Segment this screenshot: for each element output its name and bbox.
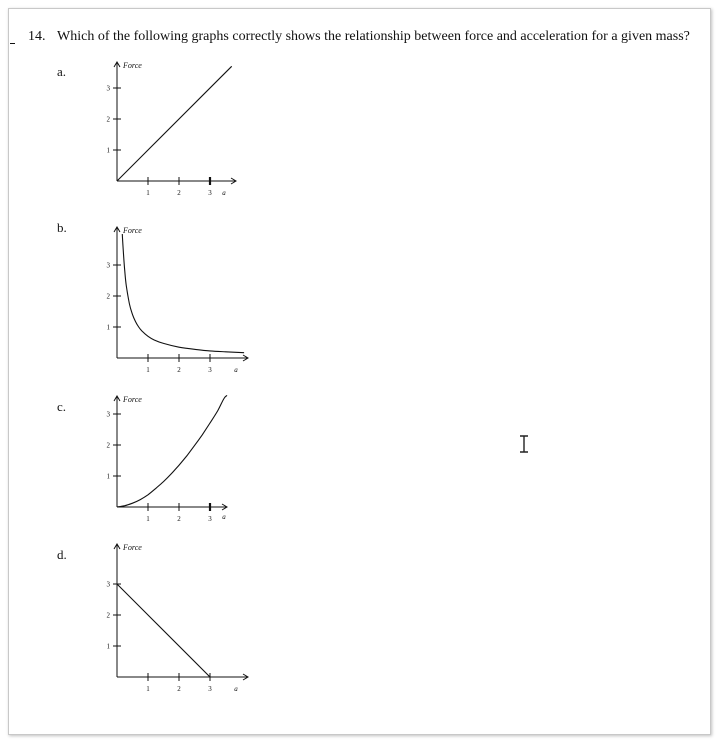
option-d-label[interactable]: d. [57, 547, 67, 562]
x-tick-label: 1 [146, 515, 150, 523]
x-tick-label: 1 [146, 189, 150, 197]
y-tick-label: 2 [106, 292, 110, 301]
x-tick-label: 3 [208, 515, 212, 523]
x-tick-label: 3 [208, 685, 212, 693]
y-tick-label: 2 [106, 115, 110, 124]
y-axis-title: Force [123, 395, 142, 404]
y-tick-label: 2 [106, 611, 110, 620]
text-cursor-icon [519, 435, 529, 453]
graph-a [105, 60, 245, 200]
question-text: Which of the following graphs correctly shows the relationship between force and acceleration for a given mass? [57, 29, 690, 44]
force-curve [122, 234, 244, 353]
y-axis-title: Force [123, 61, 142, 70]
y-tick-label: 3 [106, 580, 110, 589]
force-curve [117, 395, 227, 507]
x-tick-label: 1 [146, 685, 150, 693]
graph-d [105, 542, 255, 697]
y-tick-label: 1 [106, 323, 110, 332]
y-tick-label: 3 [106, 84, 110, 93]
x-axis-title: a [222, 189, 226, 197]
y-tick-label: 3 [106, 261, 110, 270]
x-tick-label: 2 [177, 515, 181, 523]
y-tick-label: 2 [106, 441, 110, 450]
y-tick-label: 1 [106, 642, 110, 651]
y-tick-label: 1 [106, 146, 110, 155]
force-curve [117, 584, 210, 677]
graph-c [105, 392, 235, 527]
option-b-label[interactable]: b. [57, 220, 67, 235]
graph-b [105, 225, 255, 375]
x-tick-label: 2 [177, 685, 181, 693]
x-axis-title: a [234, 685, 238, 693]
x-tick-label: 3 [208, 366, 212, 374]
force-curve [117, 66, 232, 181]
x-tick-label: 3 [208, 189, 212, 197]
y-tick-label: 3 [106, 410, 110, 419]
y-tick-label: 1 [106, 472, 110, 481]
option-a-label[interactable]: a. [57, 64, 67, 79]
question-number: 14. [28, 29, 46, 44]
x-axis-title: a [234, 366, 238, 374]
answer-blank[interactable] [10, 33, 15, 44]
y-axis-title: Force [123, 226, 142, 235]
option-c-label[interactable]: c. [57, 399, 67, 414]
x-tick-label: 2 [177, 189, 181, 197]
x-tick-label: 1 [146, 366, 150, 374]
x-axis-title: a [222, 513, 226, 521]
y-axis-title: Force [123, 543, 142, 552]
x-tick-label: 2 [177, 366, 181, 374]
